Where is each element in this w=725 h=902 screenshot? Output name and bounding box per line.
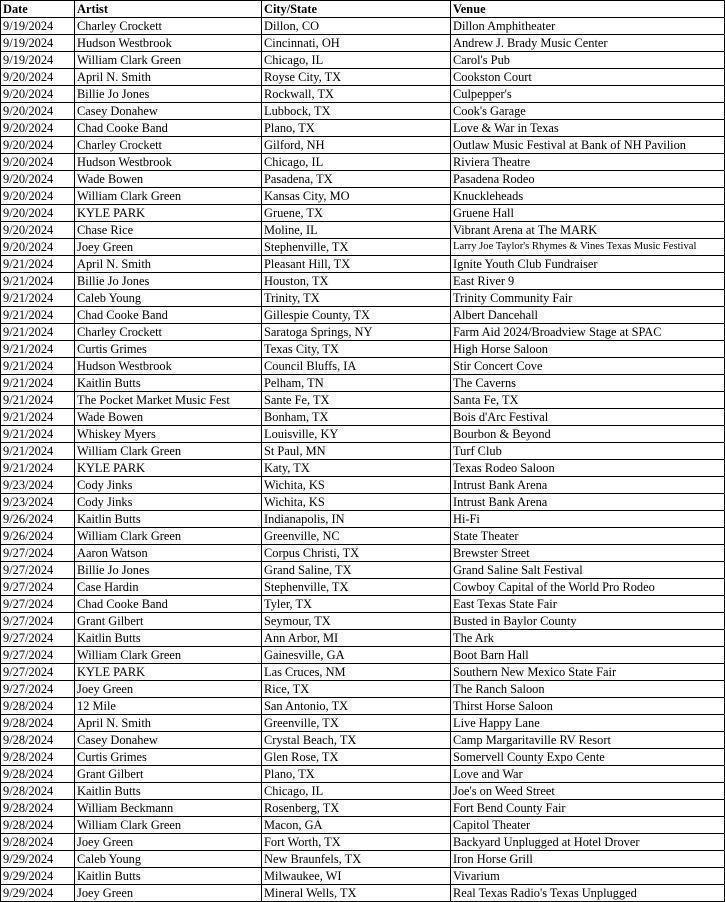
table-row bbox=[1, 392, 725, 409]
date-cell: 9/21/2024 bbox=[1, 426, 75, 443]
date-cell: 9/27/2024 bbox=[1, 647, 75, 664]
header-venue: Venue bbox=[451, 1, 725, 18]
artist-cell: Charley Crockett bbox=[75, 137, 262, 154]
city-state-cell: Glen Rose, TX bbox=[262, 749, 451, 766]
city-state-cell: Stephenville, TX bbox=[262, 239, 451, 256]
venue-cell: Culpepper's bbox=[451, 86, 725, 103]
venue-cell: Texas Rodeo Saloon bbox=[451, 460, 725, 477]
city-state-cell: Wichita, KS bbox=[262, 477, 451, 494]
date-cell: 9/19/2024 bbox=[1, 18, 75, 35]
date-cell: 9/20/2024 bbox=[1, 188, 75, 205]
artist-cell: KYLE PARK bbox=[75, 205, 262, 222]
artist-cell: Joey Green bbox=[75, 834, 262, 851]
artist-cell: Cody Jinks bbox=[75, 494, 262, 511]
city-state-cell: Mineral Wells, TX bbox=[262, 885, 451, 902]
date-cell: 9/28/2024 bbox=[1, 749, 75, 766]
venue-cell: High Horse Saloon bbox=[451, 341, 725, 358]
header-date: Date bbox=[1, 1, 75, 18]
table-row bbox=[1, 18, 725, 35]
table-row bbox=[1, 137, 725, 154]
city-state-cell: Dillon, CO bbox=[262, 18, 451, 35]
table-row bbox=[1, 443, 725, 460]
city-state-cell: Indianapolis, IN bbox=[262, 511, 451, 528]
venue-cell: Cowboy Capital of the World Pro Rodeo bbox=[451, 579, 725, 596]
date-cell: 9/21/2024 bbox=[1, 256, 75, 273]
artist-cell: Wade Bowen bbox=[75, 409, 262, 426]
table-row bbox=[1, 647, 725, 664]
table-row bbox=[1, 783, 725, 800]
date-cell: 9/21/2024 bbox=[1, 341, 75, 358]
venue-cell: Outlaw Music Festival at Bank of NH Pavilion bbox=[451, 137, 725, 154]
city-state-cell: Milwaukee, WI bbox=[262, 868, 451, 885]
venue-cell: Grand Saline Salt Festival bbox=[451, 562, 725, 579]
table-row bbox=[1, 375, 725, 392]
table-row bbox=[1, 205, 725, 222]
venue-cell: Dillon Amphitheater bbox=[451, 18, 725, 35]
date-cell: 9/20/2024 bbox=[1, 69, 75, 86]
table-row bbox=[1, 834, 725, 851]
artist-cell: Hudson Westbrook bbox=[75, 154, 262, 171]
date-cell: 9/28/2024 bbox=[1, 715, 75, 732]
venue-cell: Bois d'Arc Festival bbox=[451, 409, 725, 426]
table-row bbox=[1, 290, 725, 307]
city-state-cell: Bonham, TX bbox=[262, 409, 451, 426]
artist-cell: Kaitlin Butts bbox=[75, 783, 262, 800]
table-row bbox=[1, 579, 725, 596]
city-state-cell: Texas City, TX bbox=[262, 341, 451, 358]
table-row bbox=[1, 273, 725, 290]
artist-cell: April N. Smith bbox=[75, 69, 262, 86]
date-cell: 9/20/2024 bbox=[1, 205, 75, 222]
artist-cell: William Clark Green bbox=[75, 528, 262, 545]
date-cell: 9/28/2024 bbox=[1, 834, 75, 851]
venue-cell: Joe's on Weed Street bbox=[451, 783, 725, 800]
venue-cell: Thirst Horse Saloon bbox=[451, 698, 725, 715]
venue-cell: Hi-Fi bbox=[451, 511, 725, 528]
artist-cell: Hudson Westbrook bbox=[75, 358, 262, 375]
venue-cell: Carol's Pub bbox=[451, 52, 725, 69]
artist-cell: Chad Cooke Band bbox=[75, 307, 262, 324]
city-state-cell: Gruene, TX bbox=[262, 205, 451, 222]
table-row bbox=[1, 528, 725, 545]
artist-cell: Chad Cooke Band bbox=[75, 120, 262, 137]
artist-cell: Billie Jo Jones bbox=[75, 86, 262, 103]
city-state-cell: Wichita, KS bbox=[262, 494, 451, 511]
table-body bbox=[1, 18, 725, 902]
city-state-cell: Rice, TX bbox=[262, 681, 451, 698]
venue-cell: Love & War in Texas bbox=[451, 120, 725, 137]
date-cell: 9/21/2024 bbox=[1, 358, 75, 375]
city-state-cell: New Braunfels, TX bbox=[262, 851, 451, 868]
date-cell: 9/29/2024 bbox=[1, 868, 75, 885]
city-state-cell: Macon, GA bbox=[262, 817, 451, 834]
artist-cell: Casey Donahew bbox=[75, 103, 262, 120]
venue-cell: Intrust Bank Arena bbox=[451, 494, 725, 511]
venue-cell: Brewster Street bbox=[451, 545, 725, 562]
table-row bbox=[1, 562, 725, 579]
date-cell: 9/28/2024 bbox=[1, 766, 75, 783]
venue-cell: Love and War bbox=[451, 766, 725, 783]
date-cell: 9/20/2024 bbox=[1, 86, 75, 103]
venue-cell: Ignite Youth Club Fundraiser bbox=[451, 256, 725, 273]
artist-cell: Caleb Young bbox=[75, 290, 262, 307]
header-row bbox=[1, 1, 725, 18]
date-cell: 9/27/2024 bbox=[1, 596, 75, 613]
artist-cell: Caleb Young bbox=[75, 851, 262, 868]
venue-cell: Albert Dancehall bbox=[451, 307, 725, 324]
venue-cell: The Ark bbox=[451, 630, 725, 647]
venue-cell: Camp Margaritaville RV Resort bbox=[451, 732, 725, 749]
city-state-cell: Grand Saline, TX bbox=[262, 562, 451, 579]
table-row bbox=[1, 358, 725, 375]
venue-cell: Boot Barn Hall bbox=[451, 647, 725, 664]
artist-cell: 12 Mile bbox=[75, 698, 262, 715]
city-state-cell: Pleasant Hill, TX bbox=[262, 256, 451, 273]
artist-cell: Casey Donahew bbox=[75, 732, 262, 749]
artist-cell: April N. Smith bbox=[75, 715, 262, 732]
venue-cell: Cookston Court bbox=[451, 69, 725, 86]
artist-cell: Grant Gilbert bbox=[75, 613, 262, 630]
date-cell: 9/21/2024 bbox=[1, 443, 75, 460]
city-state-cell: Rosenberg, TX bbox=[262, 800, 451, 817]
table-row bbox=[1, 545, 725, 562]
city-state-cell: Kansas City, MO bbox=[262, 188, 451, 205]
venue-cell: Vivarium bbox=[451, 868, 725, 885]
table-row bbox=[1, 324, 725, 341]
table-row bbox=[1, 630, 725, 647]
city-state-cell: Gillespie County, TX bbox=[262, 307, 451, 324]
artist-cell: The Pocket Market Music Fest bbox=[75, 392, 262, 409]
artist-cell: Hudson Westbrook bbox=[75, 35, 262, 52]
table-row bbox=[1, 477, 725, 494]
city-state-cell: Ann Arbor, MI bbox=[262, 630, 451, 647]
venue-cell: Gruene Hall bbox=[451, 205, 725, 222]
date-cell: 9/21/2024 bbox=[1, 375, 75, 392]
table-row bbox=[1, 52, 725, 69]
venue-cell: Farm Aid 2024/Broadview Stage at SPAC bbox=[451, 324, 725, 341]
city-state-cell: Pasadena, TX bbox=[262, 171, 451, 188]
artist-cell: Billie Jo Jones bbox=[75, 562, 262, 579]
table-row bbox=[1, 732, 725, 749]
table-row bbox=[1, 715, 725, 732]
date-cell: 9/26/2024 bbox=[1, 528, 75, 545]
table-row bbox=[1, 222, 725, 239]
artist-cell: Kaitlin Butts bbox=[75, 868, 262, 885]
table-row bbox=[1, 409, 725, 426]
venue-cell: State Theater bbox=[451, 528, 725, 545]
table-row bbox=[1, 188, 725, 205]
artist-cell: Case Hardin bbox=[75, 579, 262, 596]
city-state-cell: Crystal Beach, TX bbox=[262, 732, 451, 749]
header-artist: Artist bbox=[75, 1, 262, 18]
date-cell: 9/28/2024 bbox=[1, 698, 75, 715]
date-cell: 9/20/2024 bbox=[1, 171, 75, 188]
artist-cell: Chase Rice bbox=[75, 222, 262, 239]
city-state-cell: Fort Worth, TX bbox=[262, 834, 451, 851]
venue-cell: Bourbon & Beyond bbox=[451, 426, 725, 443]
date-cell: 9/19/2024 bbox=[1, 35, 75, 52]
city-state-cell: Gainesville, GA bbox=[262, 647, 451, 664]
date-cell: 9/20/2024 bbox=[1, 154, 75, 171]
city-state-cell: Houston, TX bbox=[262, 273, 451, 290]
artist-cell: Joey Green bbox=[75, 239, 262, 256]
city-state-cell: Rockwall, TX bbox=[262, 86, 451, 103]
date-cell: 9/19/2024 bbox=[1, 52, 75, 69]
artist-cell: Grant Gilbert bbox=[75, 766, 262, 783]
city-state-cell: Cincinnati, OH bbox=[262, 35, 451, 52]
date-cell: 9/21/2024 bbox=[1, 290, 75, 307]
artist-cell: Charley Crockett bbox=[75, 18, 262, 35]
city-state-cell: Saratoga Springs, NY bbox=[262, 324, 451, 341]
city-state-cell: Chicago, IL bbox=[262, 52, 451, 69]
date-cell: 9/29/2024 bbox=[1, 885, 75, 902]
table-row bbox=[1, 86, 725, 103]
table-row bbox=[1, 664, 725, 681]
date-cell: 9/20/2024 bbox=[1, 222, 75, 239]
table-row bbox=[1, 103, 725, 120]
city-state-cell: Katy, TX bbox=[262, 460, 451, 477]
table-row bbox=[1, 749, 725, 766]
artist-cell: Curtis Grimes bbox=[75, 341, 262, 358]
venue-cell: Fort Bend County Fair bbox=[451, 800, 725, 817]
date-cell: 9/20/2024 bbox=[1, 137, 75, 154]
city-state-cell: Greenville, TX bbox=[262, 715, 451, 732]
city-state-cell: Chicago, IL bbox=[262, 154, 451, 171]
artist-cell: Chad Cooke Band bbox=[75, 596, 262, 613]
table-row bbox=[1, 851, 725, 868]
venue-cell: Vibrant Arena at The MARK bbox=[451, 222, 725, 239]
artist-cell: KYLE PARK bbox=[75, 460, 262, 477]
city-state-cell: Greenville, NC bbox=[262, 528, 451, 545]
table-row bbox=[1, 239, 725, 256]
date-cell: 9/20/2024 bbox=[1, 103, 75, 120]
date-cell: 9/21/2024 bbox=[1, 324, 75, 341]
date-cell: 9/21/2024 bbox=[1, 273, 75, 290]
venue-cell: East Texas State Fair bbox=[451, 596, 725, 613]
venue-cell: Iron Horse Grill bbox=[451, 851, 725, 868]
date-cell: 9/23/2024 bbox=[1, 477, 75, 494]
city-state-cell: Plano, TX bbox=[262, 766, 451, 783]
date-cell: 9/20/2024 bbox=[1, 239, 75, 256]
city-state-cell: San Antonio, TX bbox=[262, 698, 451, 715]
table-row bbox=[1, 69, 725, 86]
venue-cell: Somervell County Expo Cente bbox=[451, 749, 725, 766]
artist-cell: William Clark Green bbox=[75, 52, 262, 69]
table-row bbox=[1, 766, 725, 783]
table-row bbox=[1, 681, 725, 698]
table-row bbox=[1, 307, 725, 324]
venue-cell: Larry Joe Taylor's Rhymes & Vines Texas Music Festival bbox=[451, 239, 725, 256]
date-cell: 9/27/2024 bbox=[1, 613, 75, 630]
artist-cell: KYLE PARK bbox=[75, 664, 262, 681]
table-row bbox=[1, 120, 725, 137]
date-cell: 9/21/2024 bbox=[1, 460, 75, 477]
date-cell: 9/21/2024 bbox=[1, 307, 75, 324]
artist-cell: William Clark Green bbox=[75, 817, 262, 834]
city-state-cell: Chicago, IL bbox=[262, 783, 451, 800]
artist-cell: Joey Green bbox=[75, 885, 262, 902]
city-state-cell: Sante Fe, TX bbox=[262, 392, 451, 409]
city-state-cell: Trinity, TX bbox=[262, 290, 451, 307]
venue-cell: Intrust Bank Arena bbox=[451, 477, 725, 494]
artist-cell: Wade Bowen bbox=[75, 171, 262, 188]
date-cell: 9/27/2024 bbox=[1, 681, 75, 698]
venue-cell: Backyard Unplugged at Hotel Drover bbox=[451, 834, 725, 851]
artist-cell: Kaitlin Butts bbox=[75, 630, 262, 647]
city-state-cell: Louisville, KY bbox=[262, 426, 451, 443]
date-cell: 9/27/2024 bbox=[1, 630, 75, 647]
artist-cell: Kaitlin Butts bbox=[75, 511, 262, 528]
city-state-cell: Lubbock, TX bbox=[262, 103, 451, 120]
date-cell: 9/27/2024 bbox=[1, 562, 75, 579]
city-state-cell: Gilford, NH bbox=[262, 137, 451, 154]
artist-cell: William Clark Green bbox=[75, 443, 262, 460]
date-cell: 9/28/2024 bbox=[1, 800, 75, 817]
artist-cell: Charley Crockett bbox=[75, 324, 262, 341]
table-row bbox=[1, 35, 725, 52]
table-row bbox=[1, 494, 725, 511]
artist-cell: Kaitlin Butts bbox=[75, 375, 262, 392]
date-cell: 9/21/2024 bbox=[1, 392, 75, 409]
date-cell: 9/28/2024 bbox=[1, 817, 75, 834]
date-cell: 9/21/2024 bbox=[1, 409, 75, 426]
date-cell: 9/20/2024 bbox=[1, 120, 75, 137]
table-row bbox=[1, 341, 725, 358]
city-state-cell: Plano, TX bbox=[262, 120, 451, 137]
table-row bbox=[1, 817, 725, 834]
venue-cell: Riviera Theatre bbox=[451, 154, 725, 171]
table-row bbox=[1, 426, 725, 443]
venue-cell: Knuckleheads bbox=[451, 188, 725, 205]
city-state-cell: St Paul, MN bbox=[262, 443, 451, 460]
venue-cell: Stir Concert Cove bbox=[451, 358, 725, 375]
date-cell: 9/26/2024 bbox=[1, 511, 75, 528]
city-state-cell: Royse City, TX bbox=[262, 69, 451, 86]
table-row bbox=[1, 171, 725, 188]
venue-cell: Santa Fe, TX bbox=[451, 392, 725, 409]
artist-cell: Aaron Watson bbox=[75, 545, 262, 562]
table-row bbox=[1, 511, 725, 528]
city-state-cell: Council Bluffs, IA bbox=[262, 358, 451, 375]
table-row bbox=[1, 596, 725, 613]
date-cell: 9/29/2024 bbox=[1, 851, 75, 868]
artist-cell: April N. Smith bbox=[75, 256, 262, 273]
table-row bbox=[1, 800, 725, 817]
city-state-cell: Pelham, TN bbox=[262, 375, 451, 392]
venue-cell: Southern New Mexico State Fair bbox=[451, 664, 725, 681]
artist-cell: Cody Jinks bbox=[75, 477, 262, 494]
table-row bbox=[1, 256, 725, 273]
table-row bbox=[1, 613, 725, 630]
artist-cell: Billie Jo Jones bbox=[75, 273, 262, 290]
date-cell: 9/27/2024 bbox=[1, 664, 75, 681]
date-cell: 9/27/2024 bbox=[1, 545, 75, 562]
venue-cell: The Caverns bbox=[451, 375, 725, 392]
table-row bbox=[1, 885, 725, 902]
venue-cell: Real Texas Radio's Texas Unplugged bbox=[451, 885, 725, 902]
venue-cell: East River 9 bbox=[451, 273, 725, 290]
city-state-cell: Moline, IL bbox=[262, 222, 451, 239]
artist-cell: William Clark Green bbox=[75, 647, 262, 664]
table-row bbox=[1, 698, 725, 715]
artist-cell: Whiskey Myers bbox=[75, 426, 262, 443]
venue-cell: Live Happy Lane bbox=[451, 715, 725, 732]
table-row bbox=[1, 460, 725, 477]
city-state-cell: Las Cruces, NM bbox=[262, 664, 451, 681]
artist-cell: William Clark Green bbox=[75, 188, 262, 205]
venue-cell: Trinity Community Fair bbox=[451, 290, 725, 307]
venue-cell: Capitol Theater bbox=[451, 817, 725, 834]
venue-cell: Busted in Baylor County bbox=[451, 613, 725, 630]
venue-cell: Turf Club bbox=[451, 443, 725, 460]
venue-cell: The Ranch Saloon bbox=[451, 681, 725, 698]
table-row bbox=[1, 868, 725, 885]
city-state-cell: Tyler, TX bbox=[262, 596, 451, 613]
artist-cell: William Beckmann bbox=[75, 800, 262, 817]
artist-cell: Curtis Grimes bbox=[75, 749, 262, 766]
date-cell: 9/27/2024 bbox=[1, 579, 75, 596]
date-cell: 9/23/2024 bbox=[1, 494, 75, 511]
city-state-cell: Seymour, TX bbox=[262, 613, 451, 630]
date-cell: 9/28/2024 bbox=[1, 732, 75, 749]
artist-cell: Joey Green bbox=[75, 681, 262, 698]
date-cell: 9/28/2024 bbox=[1, 783, 75, 800]
venue-cell: Pasadena Rodeo bbox=[451, 171, 725, 188]
venue-cell: Cook's Garage bbox=[451, 103, 725, 120]
table-row bbox=[1, 154, 725, 171]
venue-cell: Andrew J. Brady Music Center bbox=[451, 35, 725, 52]
city-state-cell: Corpus Christi, TX bbox=[262, 545, 451, 562]
city-state-cell: Stephenville, TX bbox=[262, 579, 451, 596]
header-city-state: City/State bbox=[262, 1, 451, 18]
